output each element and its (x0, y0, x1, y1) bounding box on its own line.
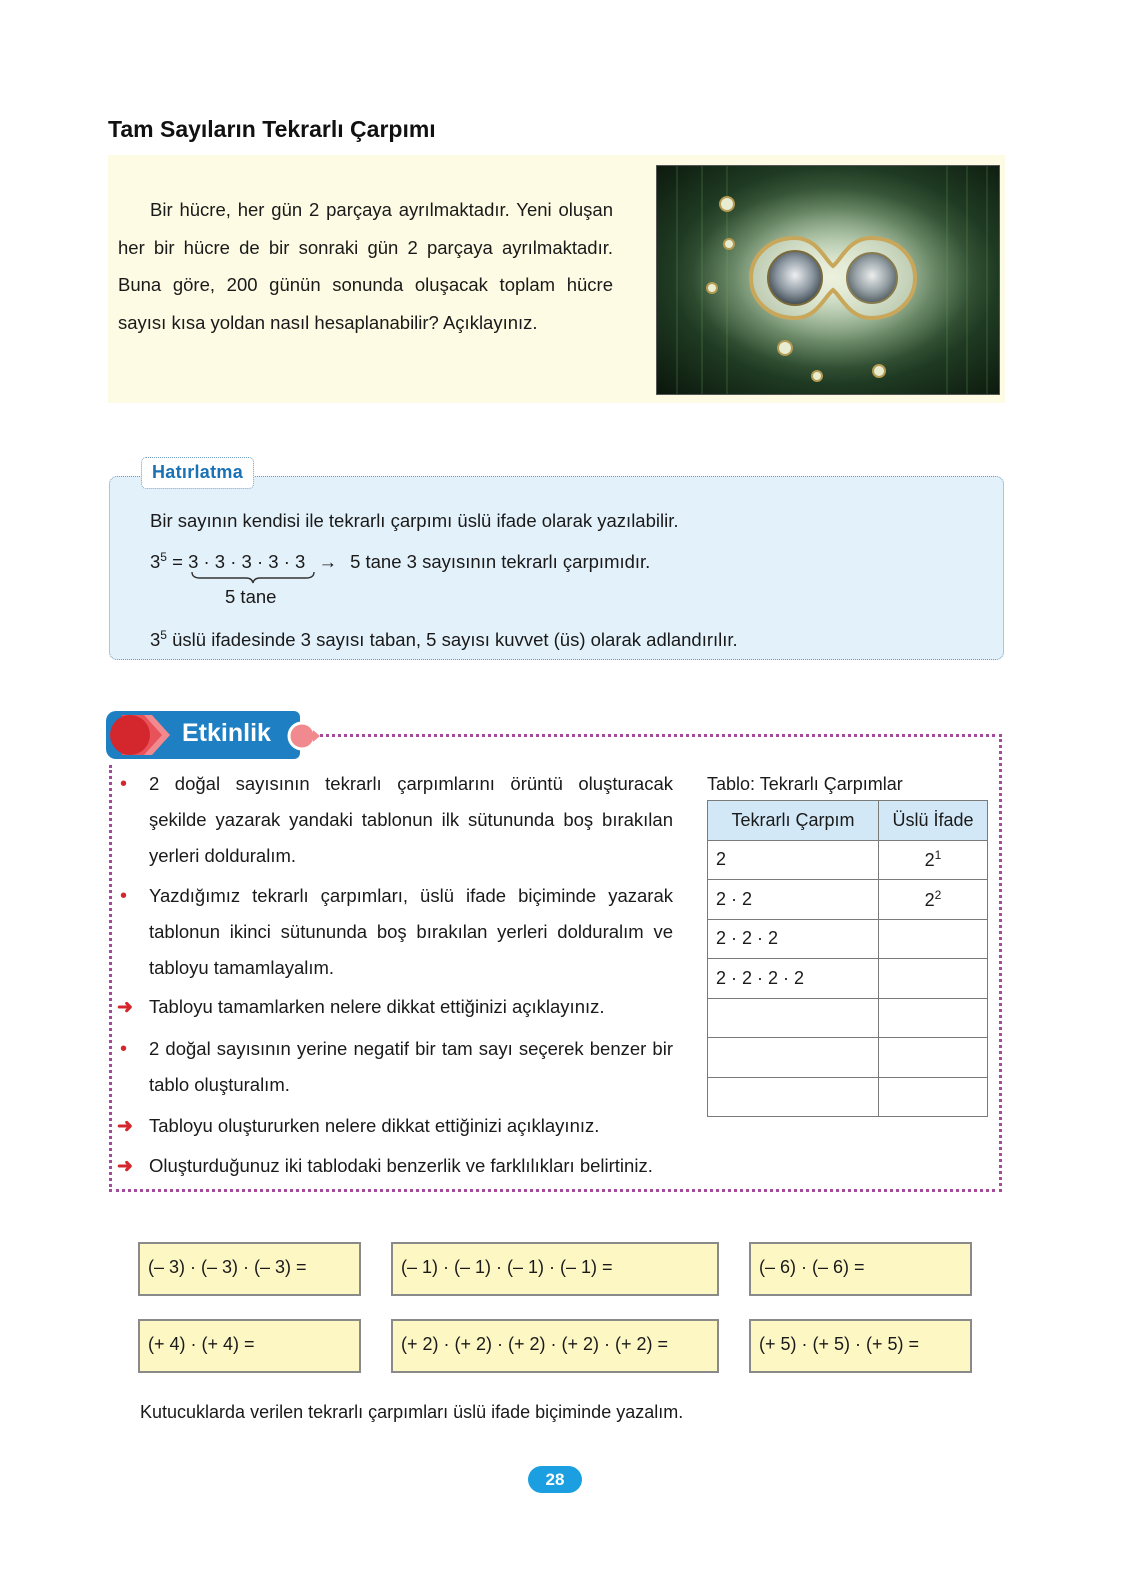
instruction-text: Kutucuklarda verilen tekrarlı çarpımları üslü ifade biçiminde yazalım. (140, 1402, 684, 1422)
product-cell[interactable] (708, 1038, 879, 1078)
product-cell: 2 · 2 · 2 (708, 919, 879, 959)
activity-item-2: Yazdığımız tekrarlı çarpımları, üslü ifade biçiminde yazarak tablonun ikinci sütununda boş bırakılan yerleri dolduralım ve tabloyu tamamlayalım. (149, 885, 673, 978)
exercise-box[interactable]: (+ 4) · (+ 4) = (138, 1319, 361, 1373)
product-cell[interactable] (708, 1077, 879, 1117)
formula-exponent: 5 (160, 550, 167, 564)
reminder-line-3 (150, 628, 738, 651)
table-row (708, 880, 988, 920)
product-cell[interactable] (708, 998, 879, 1038)
table-row (708, 840, 988, 880)
arrow-bullet-icon: ➜ (117, 1156, 133, 1177)
formula-arrow: → (318, 551, 337, 573)
table-header: Tekrarlı Çarpım (708, 801, 879, 841)
table-row (708, 1038, 988, 1078)
line3-text: üslü ifadesinde 3 sayısı taban, 5 sayısı kuvvet (üs) olarak adlandırılır. (172, 629, 738, 651)
power-cell: $2^1$ (879, 840, 988, 880)
power-cell[interactable] (879, 1077, 988, 1117)
activity-frame-left (109, 765, 112, 1192)
product-cell: 2 · 2 · 2 · 2 (708, 959, 879, 999)
exercise-box[interactable]: (– 3) · (– 3) · (– 3) = (138, 1242, 361, 1296)
power-cell[interactable] (879, 1038, 988, 1078)
intro-paragraph: Bir hücre, her gün 2 parçaya ayrılmaktadır. Yeni oluşan her bir hücre de bir sonraki gün 2 parçaya ayrılmaktadır. Buna göre, 200 günün sonunda oluşacak toplam hücre sayısı kısa yoldan nasıl hesaplanabilir? Açıklayınız. (118, 199, 613, 333)
product-cell: 2 · 2 (708, 880, 879, 920)
reminder-title: Hatırlatma (141, 457, 254, 489)
activity-tag-circle-icon (286, 719, 322, 753)
page-title: Tam Sayıların Tekrarlı Çarpımı (108, 116, 436, 142)
brace-label: 5 tane (225, 586, 277, 607)
table-row (708, 919, 988, 959)
table-row (708, 959, 988, 999)
activity-item-3: Tabloyu tamamlarken nelere dikkat ettiğinizi açıklayınız. (149, 996, 605, 1017)
formula-equals: = (172, 551, 183, 573)
line3-exponent: 5 (160, 628, 167, 642)
table-row (708, 1077, 988, 1117)
arrow-bullet-icon: ➜ (117, 1116, 133, 1137)
power-cell[interactable] (879, 959, 988, 999)
power-cell: $2^2$ (879, 880, 988, 920)
formula-explanation: 5 tane 3 sayısının tekrarlı çarpımıdır. (350, 551, 651, 573)
power-cell[interactable] (879, 919, 988, 959)
repeated-products-table (707, 800, 988, 1117)
exercise-box[interactable]: (+ 2) · (+ 2) · (+ 2) · (+ 2) · (+ 2) = (391, 1319, 719, 1373)
activity-item-5: Tabloyu oluştururken nelere dikkat ettiğinizi açıklayınız. (149, 1115, 600, 1136)
power-cell[interactable] (879, 998, 988, 1038)
activity-item-6: Oluşturduğunuz iki tablodaki benzerlik ve farklılıkları belirtiniz. (149, 1155, 653, 1176)
cell-division-image (656, 165, 1000, 395)
bullet-icon: • (120, 773, 128, 795)
bullet-icon: • (120, 1038, 128, 1060)
table-header-row (708, 801, 988, 841)
bullet-icon: • (120, 885, 128, 907)
reminder-line-1: Bir sayının kendisi ile tekrarlı çarpımı üslü ifade olarak yazılabilir. (150, 510, 679, 531)
arrow-bullet-icon: ➜ (117, 997, 133, 1018)
exercise-box[interactable]: (– 1) · (– 1) · (– 1) · (– 1) = (391, 1242, 719, 1296)
intro-text (118, 191, 613, 341)
table-caption: Tablo: Tekrarlı Çarpımlar (707, 774, 903, 794)
exercise-box[interactable]: (+ 5) · (+ 5) · (+ 5) = (749, 1319, 972, 1373)
product-cell: 2 (708, 840, 879, 880)
activity-item-4: 2 doğal sayısının yerine negatif bir tam sayı seçerek benzer bir tablo oluşturalım. (149, 1038, 673, 1095)
table-row (708, 998, 988, 1038)
line3-base: 3 (150, 629, 161, 651)
table-header: Üslü İfade (879, 801, 988, 841)
activity-item-1: 2 doğal sayısının tekrarlı çarpımlarını örüntü oluşturacak şekilde yazarak yandaki tablonun ilk sütununda boş bırakılan yerleri dolduralım. (149, 773, 673, 866)
formula-base: 3 (150, 551, 161, 573)
activity-title: Etkinlik (182, 719, 271, 747)
activity-chevrons-icon (108, 713, 178, 757)
underbrace (190, 570, 316, 584)
exercise-box[interactable]: (– 6) · (– 6) = (749, 1242, 972, 1296)
formula-product: 3 · 3 · 3 · 3 · 3 (188, 551, 306, 573)
intro-box (108, 155, 1005, 403)
page-number-badge: 28 (528, 1466, 582, 1493)
